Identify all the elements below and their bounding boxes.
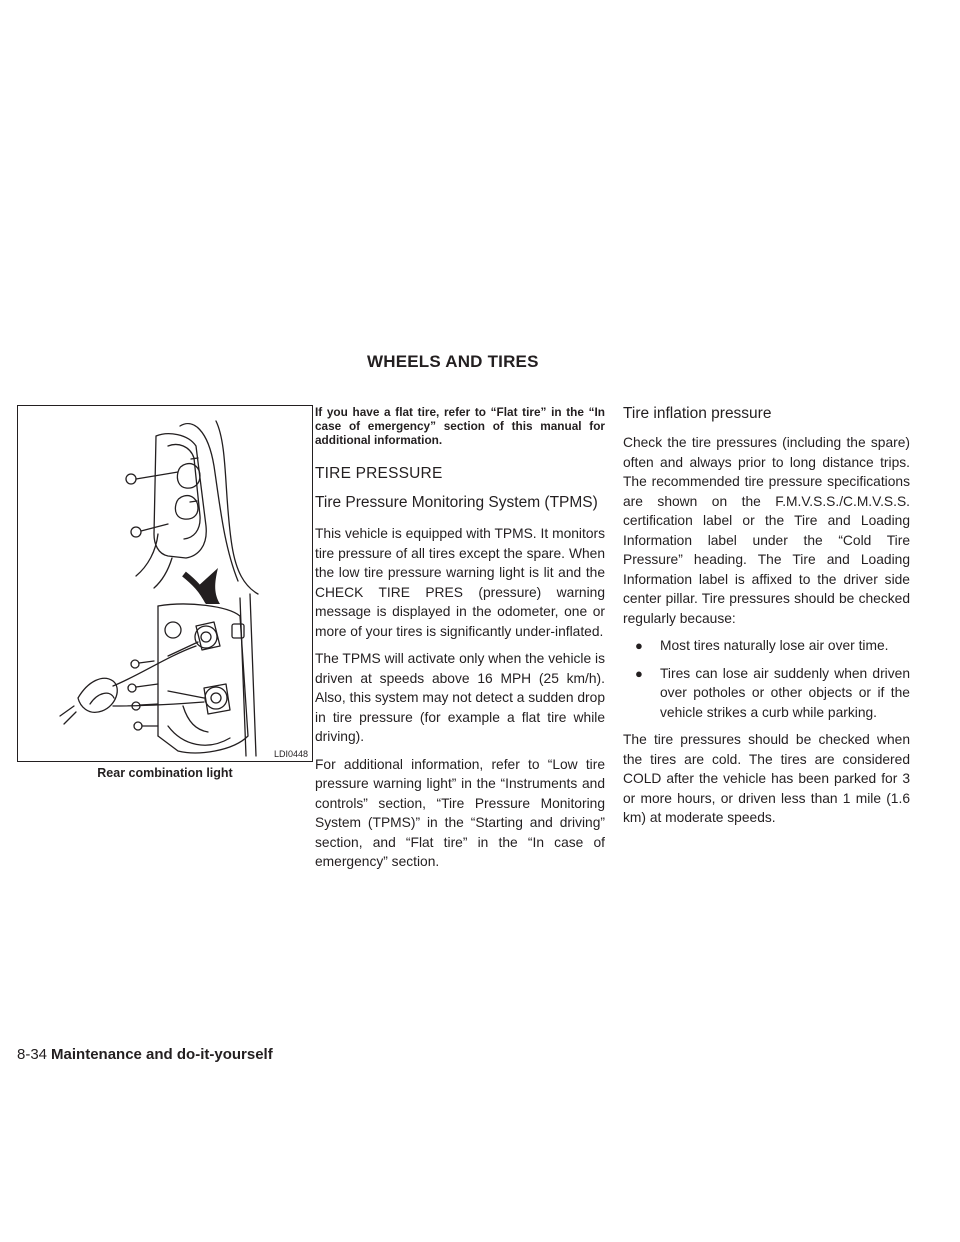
rear-combination-light-illustration	[17, 405, 313, 762]
tpms-paragraph-3: For additional information, refer to “Low tire pressure warning light” in the “Instruments and controls” section, “Tire Pressure Monitoring System (TPMS)” in the “Starting and driving” section, and “Flat tire” in the “In case of emergency” section.	[315, 756, 605, 869]
bullet-icon: ●	[635, 665, 643, 681]
inflation-closing: The tire pressures should be checked when the tires are cold. The tires are considered COLD after the vehicle has been parked for 3 or more hours, or driven less than 1 mile (1.6 km) at moderate speeds.	[623, 732, 910, 825]
tpms-paragraph-2: The TPMS will activate only when the vehicle is driven at speeds above 16 MPH (25 km/h). Also, this system may not detect a sudden drop in tire pressure (for example a flat tire while driving).	[315, 651, 605, 744]
tpms-subheading: Tire Pressure Monitoring System (TPMS)	[315, 494, 598, 511]
list-item	[623, 636, 910, 656]
list-item-text: Tires can lose air suddenly when driven over potholes or other objects or if the vehicle strikes a curb while parking.	[660, 665, 910, 720]
illustration-drawing	[18, 406, 311, 760]
tpms-paragraph-1: This vehicle is equipped with TPMS. It monitors tire pressure of all tires except the spare. When the low tire pressure warning light is lit and the CHECK TIRE PRES (pressure) warning message is displayed in the odometer, one or more of your tires is significantly under-inflated.	[315, 526, 605, 639]
tire-pressure-heading: TIRE PRESSURE	[315, 465, 443, 482]
inflation-intro: Check the tire pressures (including the spare) often and always prior to long distance trips. The recommended tire pressure specifications are shown on the F.M.V.S.S./C.M.V.S.S. certification label or the Tire and Loading Information label under the “Cold Tire Pressure” heading. The Tire and Loading Information label is affixed to the driver side center pillar. Tire pressures should be checked regularly because:	[623, 435, 910, 626]
section-heading: WHEELS AND TIRES	[367, 352, 539, 371]
flat-tire-note: If you have a flat tire, refer to “Flat tire” in the “In case of emergency” section of this manual for additional information.	[315, 405, 605, 447]
page-number: 8-34	[17, 1046, 48, 1063]
list-item	[623, 664, 910, 723]
bullet-icon: ●	[635, 638, 643, 653]
tire-inflation-heading: Tire inflation pressure	[623, 405, 772, 422]
middle-column	[315, 405, 605, 880]
footer-section-name: Maintenance and do-it-yourself	[51, 1046, 273, 1063]
figure-code: LDI0448	[273, 749, 308, 759]
figure-caption: Rear combination light	[97, 766, 233, 780]
right-column	[623, 405, 910, 836]
reasons-list	[623, 636, 910, 722]
page-footer	[17, 1046, 273, 1063]
list-item-text: Most tires naturally lose air over time.	[660, 638, 889, 653]
